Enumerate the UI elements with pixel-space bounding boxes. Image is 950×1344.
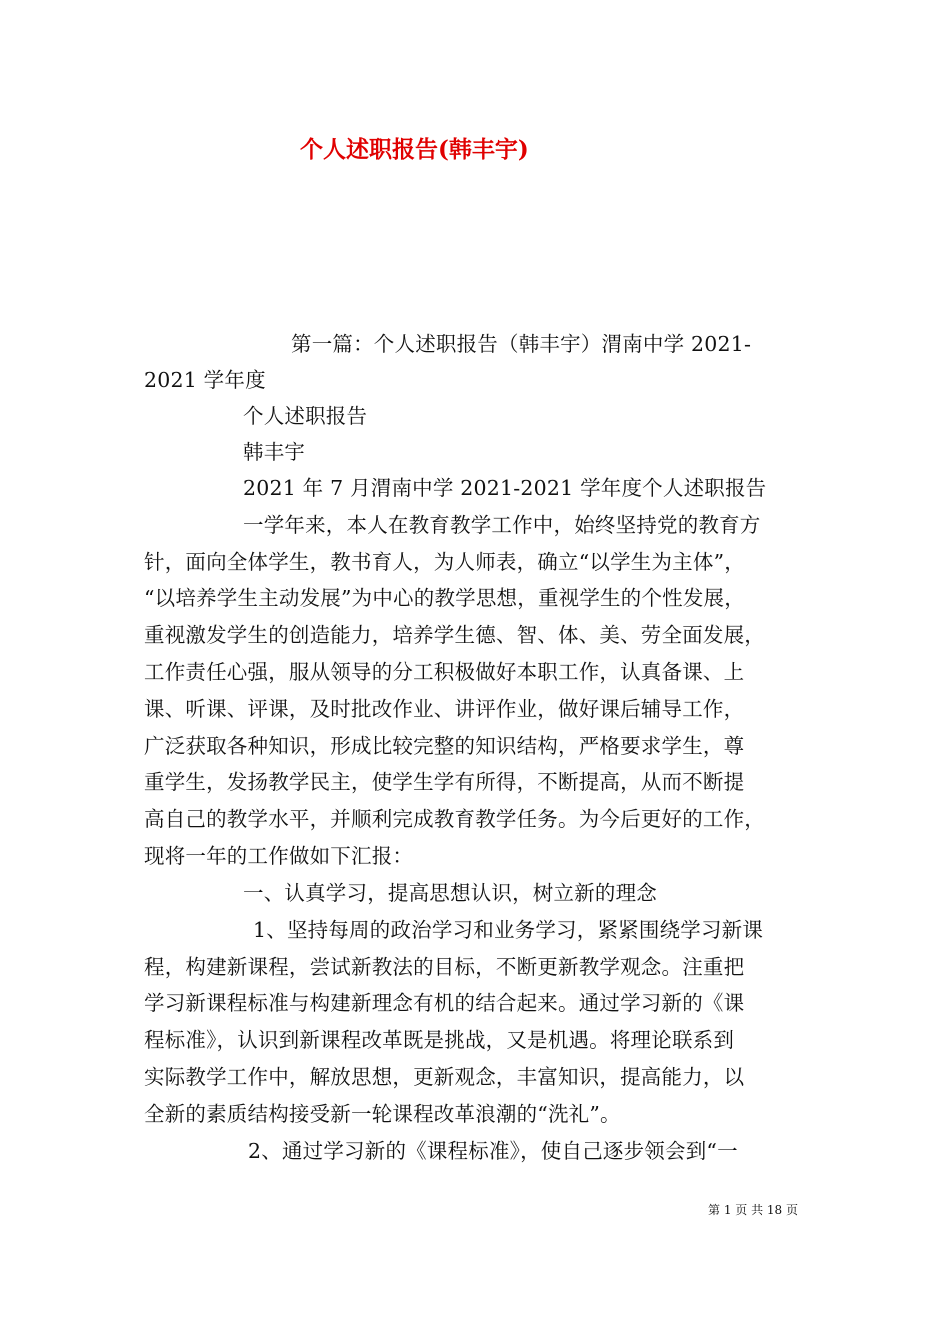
body-line-4: 韩丰宇 xyxy=(243,440,306,464)
body-line-9: 重视激发学生的创造能力，培养学生德、智、体、美、劳全面发展， xyxy=(144,623,765,647)
body-line-18: 程，构建新课程，尝试新教法的目标，不断更新教学观念。注重把 xyxy=(144,955,745,979)
body-line-6: 一学年来，本人在教育教学工作中，始终坚持党的教育方 xyxy=(243,513,761,537)
body-line-22: 全新的素质结构接受新一轮课程改革浪潮的“洗礼”。 xyxy=(144,1102,621,1126)
page-number: 第 1 页 共 18 页 xyxy=(708,1203,798,1217)
body-line-5: 2021 年 7 月渭南中学 2021-2021 学年度个人述职报告 xyxy=(243,476,767,500)
body-line-8: “以培养学生主动发展”为中心的教学思想，重视学生的个性发展， xyxy=(144,586,745,610)
body-line-11: 课、听课、评课，及时批改作业、讲评作业，做好课后辅导工作， xyxy=(144,697,745,721)
body-line-17: 1、坚持每周的政治学习和业务学习，紧紧围绕学习新课 xyxy=(253,918,764,942)
body-line-14: 高自己的教学水平，并顺利完成教育教学任务。为今后更好的工作， xyxy=(144,807,765,831)
body-line-3: 个人述职报告 xyxy=(243,404,368,428)
body-line-20: 程标准》，认识到新课程改革既是挑战，又是机遇。将理论联系到 xyxy=(144,1028,735,1052)
body-line-12: 广泛获取各种知识，形成比较完整的知识结构，严格要求学生，尊 xyxy=(144,734,745,758)
body-line-13: 重学生，发扬教学民主，使学生学有所得，不断提高，从而不断提 xyxy=(144,770,745,794)
body-line-1: 第一篇：个人述职报告（韩丰宇）渭南中学 2021- xyxy=(291,332,752,356)
body-line-10: 工作责任心强，服从领导的分工积极做好本职工作，认真备课、上 xyxy=(144,660,745,684)
section-heading-1: 一、认真学习，提高思想认识，树立新的理念 xyxy=(243,881,657,905)
body-line-19: 学习新课程标准与构建新理念有机的结合起来。通过学习新的《课 xyxy=(144,991,745,1015)
body-line-23: 2、通过学习新的《课程标准》，使自己逐步领会到“一 xyxy=(248,1139,738,1163)
document-title: 个人述职报告(韩丰宇) xyxy=(300,136,529,163)
body-line-2: 2021 学年度 xyxy=(144,368,266,392)
body-line-15: 现将一年的工作做如下汇报： xyxy=(144,844,414,868)
body-line-21: 实际教学工作中，解放思想，更新观念，丰富知识，提高能力，以 xyxy=(144,1065,745,1089)
body-line-7: 针，面向全体学生，教书育人，为人师表，确立“以学生为主体”， xyxy=(144,550,745,574)
